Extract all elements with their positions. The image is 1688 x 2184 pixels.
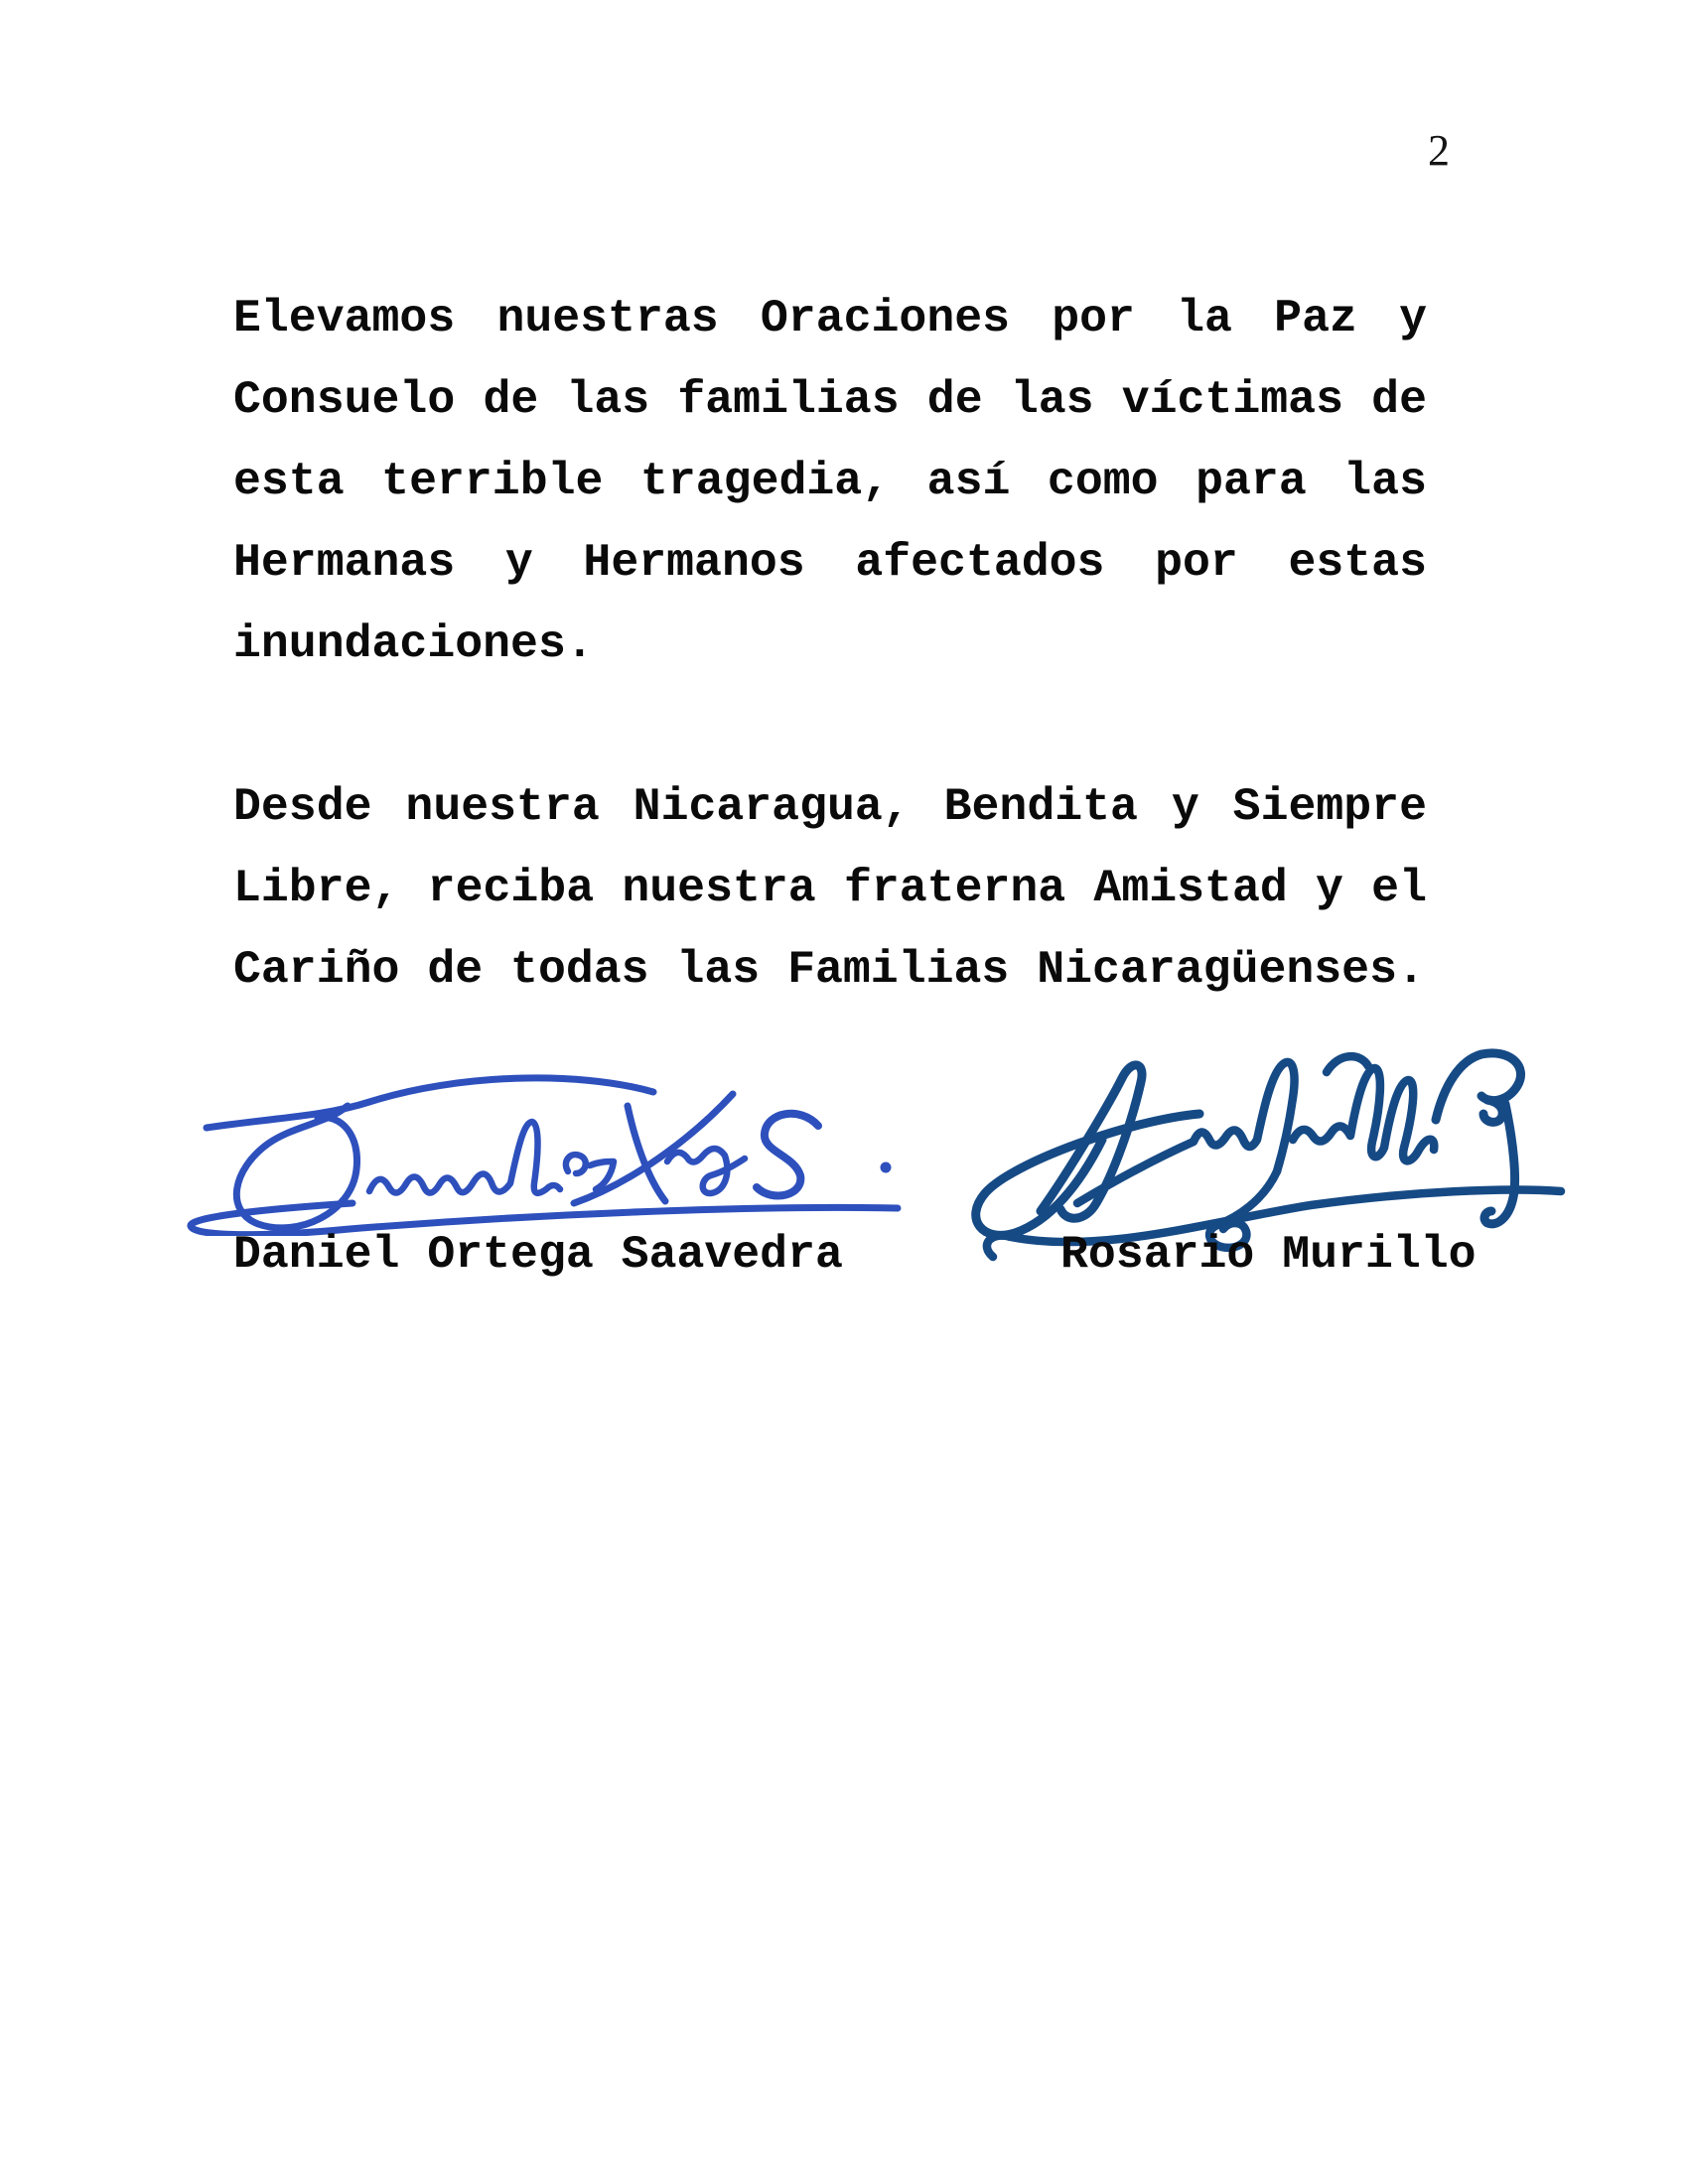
letter-body: [233, 278, 1427, 1011]
paragraph-gap: [233, 685, 1427, 766]
letter-line: Hermanas y Hermanos afectados por estas: [233, 536, 1427, 589]
signature-stroke: [207, 1078, 653, 1128]
signature-stroke: [757, 1114, 818, 1196]
letter-line: inundaciones.: [233, 617, 594, 670]
page-number: 2: [1428, 126, 1450, 175]
signature-dot: [881, 1162, 892, 1173]
signatory-name-daniel-ortega: Daniel Ortega Saavedra: [233, 1228, 843, 1281]
signature-stroke: [1293, 1068, 1434, 1160]
daniel-ortega-signature-icon: [159, 1062, 914, 1236]
signatory-name-rosario-murillo: Rosario Murillo: [1060, 1228, 1477, 1281]
signature-stroke: [369, 1122, 560, 1193]
letter-line: Libre, reciba nuestra fraterna Amistad y el: [233, 862, 1427, 914]
signature-stroke: [667, 1149, 745, 1193]
signature-stroke: [1483, 1100, 1502, 1122]
letter-line: Elevamos nuestras Oraciones por la Paz y: [233, 292, 1427, 344]
letter-line: Desde nuestra Nicaragua, Bendita y Siempre: [233, 780, 1427, 833]
letter-line: esta terrible tragedia, así como para las: [233, 455, 1427, 507]
letter-line: Consuelo de las familias de las víctimas de: [233, 373, 1427, 426]
letter-line: Cariño de todas las Familias Nicaragüenses.: [233, 943, 1425, 996]
signature-stroke: [566, 1155, 614, 1189]
signature-stroke: [1327, 1056, 1368, 1072]
